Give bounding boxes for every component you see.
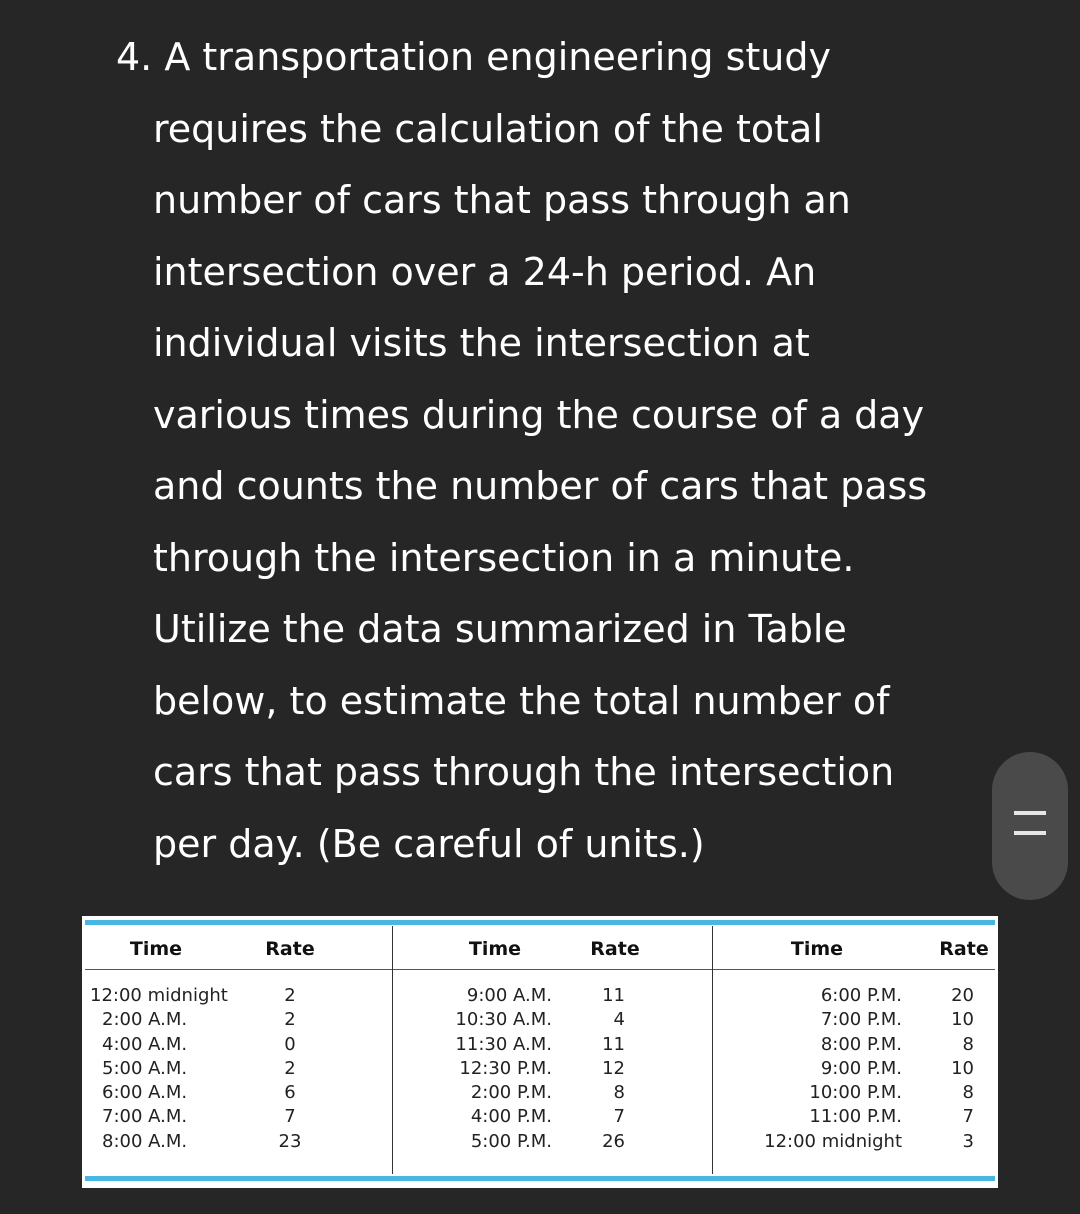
- rate-cell: 8: [962, 1082, 974, 1104]
- table-top-rule: [85, 920, 995, 925]
- header-time: Time: [468, 938, 522, 960]
- column-separator: [712, 926, 713, 1174]
- time-cell: 4:00 A.M.: [102, 1033, 188, 1055]
- time-cell: 10:30 A.M.: [455, 1009, 552, 1031]
- problem-line: per day. (Be careful of units.): [153, 822, 705, 866]
- time-cell: 12:00 midnight: [90, 985, 228, 1006]
- time-cell: 6:00 P.M.: [820, 985, 902, 1006]
- rate-cell: 7: [962, 1106, 974, 1128]
- rate-cell: 10: [951, 1057, 974, 1079]
- rate-cell: 7: [284, 1106, 296, 1128]
- drag-handle-icon[interactable]: [992, 752, 1068, 900]
- problem-line: intersection over a 24-h period. An: [153, 250, 817, 294]
- rate-column: [270, 984, 310, 1154]
- time-cell: 2:00 A.M.: [102, 1009, 188, 1031]
- data-table: [82, 916, 998, 1188]
- problem-line: and counts the number of cars that pass: [153, 464, 928, 508]
- time-cell: 4:00 P.M.: [470, 1106, 552, 1128]
- problem-line: cars that pass through the intersection: [153, 750, 895, 794]
- time-column: [90, 984, 240, 1154]
- problem-line: number of cars that pass through an: [153, 178, 851, 222]
- time-cell: 12:30 P.M.: [459, 1057, 552, 1079]
- header-time: Time: [790, 938, 844, 960]
- handle-bar: [1014, 811, 1046, 815]
- rate-cell: 12: [602, 1057, 625, 1079]
- time-cell: 12:00 midnight: [764, 1130, 902, 1152]
- problem-line: various times during the course of a day: [153, 393, 925, 437]
- problem-line: individual visits the intersection at: [153, 321, 810, 365]
- header-time: Time: [129, 938, 183, 960]
- time-cell: 7:00 A.M.: [102, 1106, 188, 1128]
- rate-cell: 11: [602, 1033, 625, 1055]
- rate-cell: 11: [602, 985, 625, 1006]
- header-rate: Rate: [265, 938, 315, 960]
- time-cell: 9:00 A.M.: [466, 985, 552, 1006]
- rate-cell: 26: [602, 1130, 625, 1152]
- time-cell: 11:00 P.M.: [809, 1106, 902, 1128]
- problem-line: through the intersection in a minute.: [153, 536, 855, 580]
- time-cell: 6:00 A.M.: [102, 1082, 188, 1104]
- time-column: [742, 984, 902, 1154]
- problem-line: below, to estimate the total number of: [153, 679, 890, 723]
- rate-column: [932, 984, 974, 1154]
- time-column: [422, 984, 552, 1154]
- rate-cell: 3: [962, 1130, 974, 1152]
- time-cell: 8:00 P.M.: [820, 1033, 902, 1055]
- rate-cell: 6: [284, 1082, 296, 1104]
- rate-cell: 23: [278, 1130, 302, 1152]
- rate-cell: 2: [284, 1057, 296, 1079]
- handle-bar: [1014, 831, 1046, 835]
- header-rate: Rate: [939, 938, 989, 960]
- time-cell: 7:00 P.M.: [820, 1009, 902, 1031]
- rate-cell: 7: [613, 1106, 625, 1128]
- time-cell: 2:00 P.M.: [470, 1082, 552, 1104]
- problem-line: Utilize the data summarized in Table: [153, 607, 847, 651]
- table-bottom-rule: [85, 1176, 995, 1181]
- rate-cell: 8: [962, 1033, 974, 1055]
- rate-cell: 4: [613, 1009, 625, 1031]
- rate-cell: 2: [284, 985, 296, 1006]
- time-cell: 5:00 A.M.: [102, 1057, 188, 1079]
- time-cell: 5:00 P.M.: [470, 1130, 552, 1152]
- rate-cell: 8: [613, 1082, 625, 1104]
- rate-column: [585, 984, 625, 1154]
- problem-line: 4. A transportation engineering study: [116, 35, 831, 79]
- header-divider: [85, 969, 995, 970]
- time-cell: 11:30 A.M.: [455, 1033, 552, 1055]
- rate-cell: 10: [951, 1009, 974, 1031]
- rate-cell: 0: [284, 1033, 296, 1055]
- time-cell: 10:00 P.M.: [809, 1082, 902, 1104]
- header-rate: Rate: [590, 938, 640, 960]
- rate-cell: 2: [284, 1009, 296, 1031]
- rate-cell: 20: [951, 985, 974, 1006]
- problem-line: requires the calculation of the total: [153, 107, 823, 151]
- time-cell: 8:00 A.M.: [102, 1130, 188, 1152]
- column-separator: [392, 926, 393, 1174]
- time-cell: 9:00 P.M.: [820, 1057, 902, 1079]
